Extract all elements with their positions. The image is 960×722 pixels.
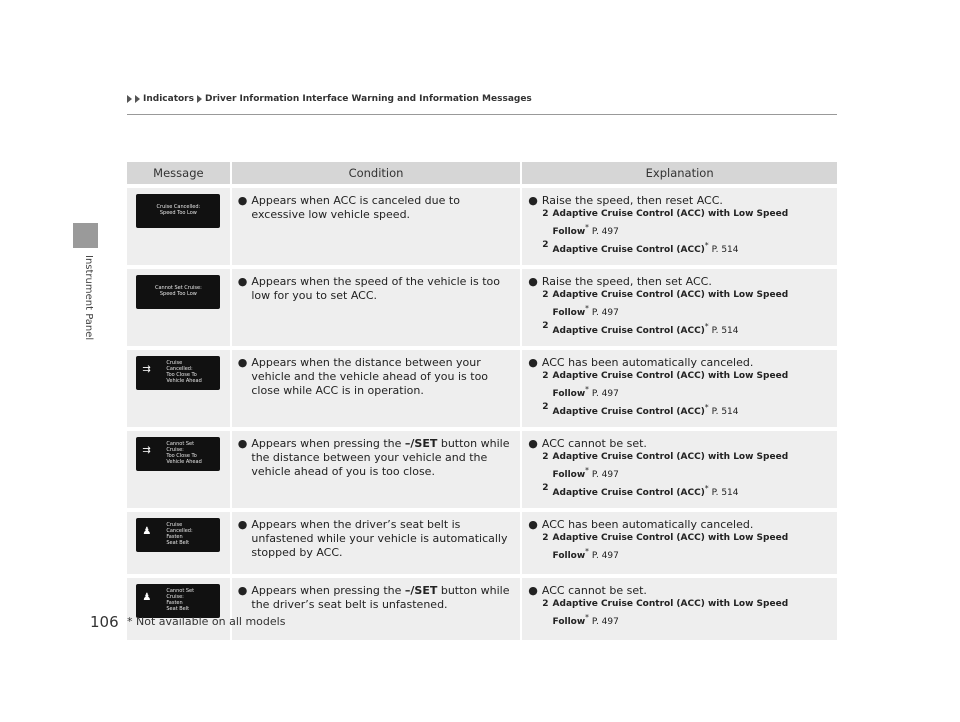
table-row (127, 431, 837, 508)
display-text-line: Cruise: (166, 447, 184, 453)
page-reference-link[interactable] (542, 289, 831, 320)
explanation-bullet (528, 584, 831, 598)
bullet-icon: ● (528, 275, 538, 288)
bullet-icon: ● (528, 518, 538, 531)
condition-text: Appears when ACC is canceled due to excessive low vehicle speed. (251, 194, 460, 221)
car-follow-icon: ⇉ (142, 445, 151, 456)
explanation-text: ACC cannot be set. (541, 584, 647, 597)
reference-title: Adaptive Cruise Control (ACC) with Low Speed Follow (552, 209, 789, 237)
message-cell (127, 578, 230, 640)
reference-arrow-icon: 2 (542, 402, 549, 412)
breadcrumb (127, 94, 532, 104)
condition-bullet (238, 356, 515, 398)
bullet-icon: ● (528, 194, 538, 207)
explanation-text: Raise the speed, then set ACC. (541, 275, 712, 288)
display-text-line: Cannot Set (166, 588, 195, 594)
display-text-line: Cruise: (166, 594, 184, 600)
reference-text (553, 482, 739, 500)
table-row (127, 269, 837, 346)
message-cell (127, 512, 230, 574)
explanation-text: ACC cannot be set. (541, 437, 647, 450)
seatbelt-icon: ♟ (142, 592, 152, 603)
explanation-bullet (528, 356, 831, 370)
reference-arrow-icon: 2 (542, 533, 549, 543)
availability-asterisk: * (585, 385, 589, 394)
display-text-line: Fasten (166, 600, 183, 606)
condition-text (251, 584, 514, 612)
reference-page: P. 497 (591, 470, 619, 480)
sidebar-section-label: Instrument Panel (83, 255, 94, 341)
reference-text (553, 451, 831, 482)
page-reference-link[interactable] (542, 239, 831, 257)
bullet-icon: ● (237, 437, 248, 450)
explanation-cell (520, 512, 837, 574)
reference-text (553, 289, 831, 320)
display-text (166, 441, 201, 465)
breadcrumb-arrow-icon (197, 95, 202, 103)
reference-title: Adaptive Cruise Control (ACC) (552, 245, 705, 255)
column-header-condition: Condition (230, 162, 521, 184)
reference-arrow-icon: 2 (542, 290, 549, 300)
display-text-line: Speed Too Low (159, 210, 197, 216)
page-reference-link[interactable] (542, 401, 831, 419)
display-text-line: Cruise (166, 522, 183, 528)
bullet-icon: ● (237, 584, 248, 597)
display-text-line: Vehicle Ahead (166, 378, 202, 384)
reference-text (553, 401, 739, 419)
condition-cell (230, 350, 521, 427)
message-cell (127, 269, 230, 346)
condition-bullet (238, 275, 515, 303)
page-reference-link[interactable] (542, 482, 831, 500)
reference-text (553, 208, 831, 239)
reference-text (553, 532, 831, 563)
column-header-message: Message (127, 162, 230, 184)
header-divider (127, 114, 837, 115)
reference-page: P. 514 (711, 245, 739, 255)
condition-bullet (238, 194, 515, 222)
condition-text-part: Appears when pressing the (251, 584, 405, 597)
condition-cell (230, 269, 521, 346)
explanation-cell (520, 431, 837, 508)
reference-arrow-icon: 2 (542, 483, 549, 493)
display-text-line: Too Close To (166, 372, 197, 378)
message-display-image (136, 437, 220, 471)
explanation-text: ACC has been automatically canceled. (541, 518, 754, 531)
button-name: –/SET (404, 584, 438, 597)
bullet-icon: ● (237, 194, 248, 207)
seatbelt-icon: ♟ (142, 526, 152, 537)
reference-text (553, 320, 739, 338)
display-text-line: Cruise (166, 360, 183, 366)
display-text-line: Cruise Cancelled: (156, 204, 201, 210)
reference-title: Adaptive Cruise Control (ACC) (552, 488, 705, 498)
reference-text (553, 370, 831, 401)
explanation-bullet (528, 194, 831, 208)
availability-asterisk: * (585, 223, 589, 232)
page-reference-link[interactable] (542, 532, 831, 563)
bullet-icon: ● (237, 356, 248, 369)
availability-asterisk: * (704, 241, 709, 250)
message-display-image (136, 194, 220, 228)
display-text-line: Cannot Set Cruise: (154, 285, 202, 291)
breadcrumb-item[interactable]: Driver Information Interface Warning and Information Messages (204, 94, 532, 104)
column-header-explanation: Explanation (520, 162, 837, 184)
reference-arrow-icon: 2 (542, 209, 549, 219)
reference-title: Adaptive Cruise Control (ACC) with Low Speed Follow (552, 599, 789, 627)
message-display-image (136, 518, 220, 552)
reference-page: P. 497 (591, 308, 619, 318)
condition-text (251, 437, 514, 479)
condition-text-part: Appears when pressing the (251, 437, 405, 450)
display-text (136, 285, 220, 297)
availability-asterisk: * (585, 304, 589, 313)
availability-asterisk: * (585, 547, 589, 556)
reference-text (553, 598, 831, 629)
display-text-line: Cannot Set (166, 441, 195, 447)
bullet-icon: ● (237, 518, 248, 531)
page-reference-link[interactable] (542, 451, 831, 482)
reference-arrow-icon: 2 (542, 321, 549, 331)
message-cell (127, 350, 230, 427)
explanation-cell (520, 269, 837, 346)
condition-cell (230, 188, 521, 265)
page-number: 106 (90, 613, 119, 631)
section-tab-marker (73, 223, 98, 248)
condition-bullet (238, 437, 515, 479)
availability-asterisk: * (585, 613, 589, 622)
display-text-line: Fasten (166, 534, 183, 540)
display-text-line: Vehicle Ahead (166, 459, 202, 465)
explanation-text: ACC has been automatically canceled. (541, 356, 754, 369)
reference-title: Adaptive Cruise Control (ACC) with Low Speed Follow (552, 371, 789, 399)
availability-asterisk: * (704, 403, 709, 412)
table-row (127, 188, 837, 265)
condition-text-part: button while the distance between your vehicle and the vehicle ahead of you is too close. (251, 437, 510, 478)
condition-text: Appears when the distance between your vehicle and the vehicle ahead of you is too close while ACC is in operation. (251, 356, 489, 397)
reference-arrow-icon: 2 (542, 240, 549, 250)
reference-page: P. 497 (591, 227, 619, 237)
reference-page: P. 497 (591, 617, 619, 627)
page-reference-link[interactable] (542, 370, 831, 401)
bullet-icon: ● (237, 275, 248, 288)
display-text (136, 204, 220, 216)
breadcrumb-arrow-icon (127, 95, 132, 103)
footnote: * Not available on all models (127, 615, 286, 628)
reference-title: Adaptive Cruise Control (ACC) with Low Speed Follow (552, 533, 789, 561)
table-row (127, 578, 837, 640)
table-row (127, 350, 837, 427)
display-text-line: Speed Too Low (159, 291, 197, 297)
reference-page: P. 497 (591, 389, 619, 399)
condition-text: Appears when the speed of the vehicle is too low for you to set ACC. (251, 275, 500, 302)
condition-cell (230, 431, 521, 508)
explanation-cell (520, 188, 837, 265)
explanation-cell (520, 350, 837, 427)
explanation-bullet (528, 518, 831, 532)
reference-text (553, 239, 739, 257)
table-header-row (127, 162, 837, 184)
display-text-line: Cancelled: (166, 528, 193, 534)
display-text-line: Cancelled: (166, 366, 193, 372)
table-row (127, 512, 837, 574)
explanation-cell (520, 578, 837, 640)
display-text (166, 588, 194, 612)
reference-title: Adaptive Cruise Control (ACC) (552, 326, 705, 336)
reference-title: Adaptive Cruise Control (ACC) with Low Speed Follow (552, 452, 789, 480)
reference-arrow-icon: 2 (542, 452, 549, 462)
display-text-line: Seat Belt (166, 540, 190, 546)
reference-page: P. 497 (591, 551, 619, 561)
display-text-line: Seat Belt (166, 606, 190, 612)
condition-cell (230, 578, 521, 640)
display-text-line: Too Close To (166, 453, 197, 459)
reference-page: P. 514 (711, 488, 739, 498)
message-cell (127, 431, 230, 508)
message-table (127, 158, 837, 644)
page-reference-link[interactable] (542, 208, 831, 239)
display-text (166, 360, 201, 384)
breadcrumb-arrow-icon (135, 95, 140, 103)
reference-arrow-icon: 2 (542, 599, 549, 609)
reference-page: P. 514 (711, 326, 739, 336)
availability-asterisk: * (704, 484, 709, 493)
reference-title: Adaptive Cruise Control (ACC) (552, 407, 705, 417)
message-display-image (136, 356, 220, 390)
condition-bullet (238, 584, 515, 612)
button-name: –/SET (404, 437, 438, 450)
breadcrumb-item[interactable]: Indicators (143, 94, 194, 104)
availability-asterisk: * (704, 322, 709, 331)
message-display-image (136, 584, 220, 618)
message-cell (127, 188, 230, 265)
explanation-text: Raise the speed, then reset ACC. (541, 194, 723, 207)
message-display-image (136, 275, 220, 309)
car-follow-icon: ⇉ (142, 364, 151, 375)
condition-text: Appears when the driver’s seat belt is unfastened while your vehicle is automatically stopped by ACC. (251, 518, 508, 559)
page-reference-link[interactable] (542, 320, 831, 338)
condition-text-part: button while the driver’s seat belt is unfastened. (251, 584, 510, 611)
explanation-bullet (528, 275, 831, 289)
explanation-bullet (528, 437, 831, 451)
bullet-icon: ● (528, 437, 538, 450)
bullet-icon: ● (528, 356, 538, 369)
availability-asterisk: * (585, 466, 589, 475)
reference-arrow-icon: 2 (542, 371, 549, 381)
reference-page: P. 514 (711, 407, 739, 417)
display-text (166, 522, 192, 546)
page-reference-link[interactable] (542, 598, 831, 629)
bullet-icon: ● (528, 584, 538, 597)
condition-bullet (238, 518, 515, 560)
reference-title: Adaptive Cruise Control (ACC) with Low Speed Follow (552, 290, 789, 318)
condition-cell (230, 512, 521, 574)
